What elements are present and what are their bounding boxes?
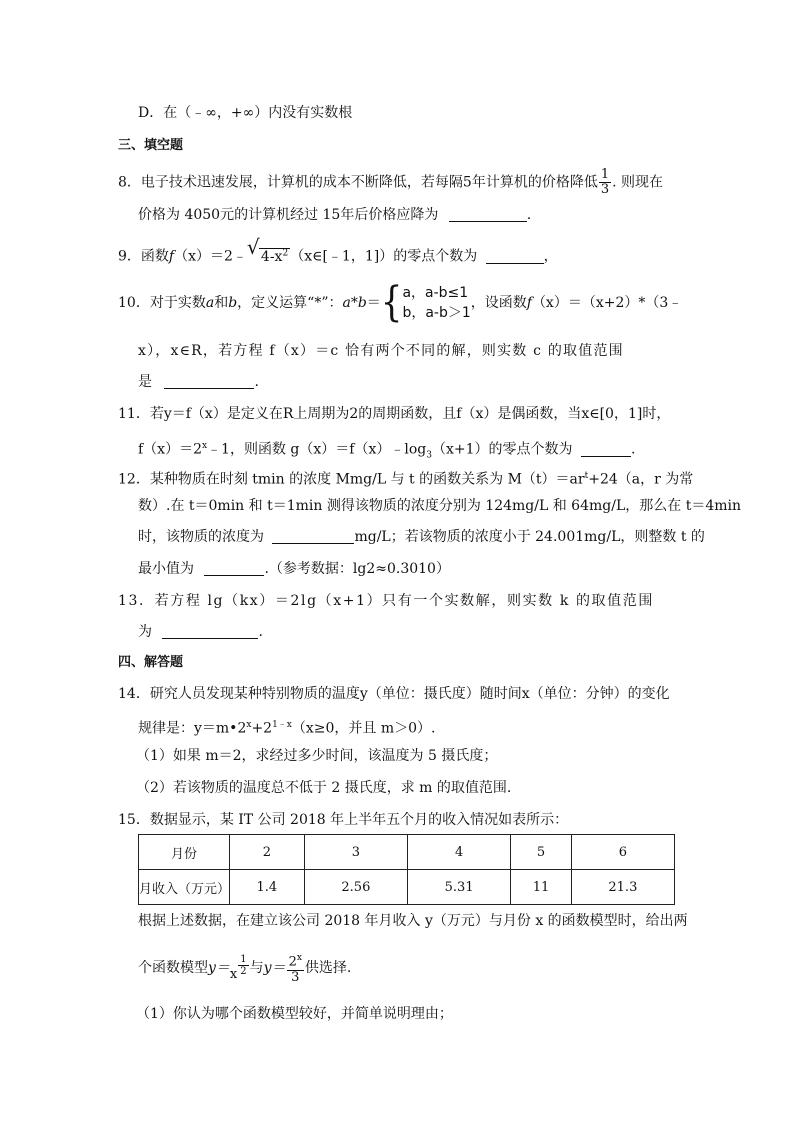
text: . xyxy=(258,624,263,640)
question-15-part-1: （1）你认为哪个函数模型较好，并简单说明理由； xyxy=(136,1006,453,1022)
fraction xyxy=(287,951,304,984)
text: （x+1）的零点个数为 xyxy=(431,441,573,458)
question-11-line-2 xyxy=(138,437,635,464)
exponent: x xyxy=(246,720,252,730)
text: 电子技术迅速发展，计算机的成本不断降低，若每隔 xyxy=(140,174,463,191)
text: . xyxy=(254,374,259,390)
question-9 xyxy=(118,235,558,266)
question-number: 14． xyxy=(118,686,150,702)
text: 时，该物质的浓度为 xyxy=(138,529,264,545)
radicand xyxy=(259,248,290,265)
text: y＝ xyxy=(208,960,230,976)
function-symbol: f xyxy=(168,248,175,265)
question-14-line-2 xyxy=(138,716,436,738)
text: . 则现在 xyxy=(612,174,664,191)
text: 数据显示，某 IT 公司 2018 年上半年五个月的收入情况如表所示： xyxy=(149,812,569,828)
text: y＝ xyxy=(263,960,286,976)
question-15-line-2: 根据上述数据，在建立该公司 2018 年月收入 y（万元）与月份 x 的函数模型时，给出两 xyxy=(138,913,688,929)
text: 最小值为 xyxy=(138,561,194,577)
question-13-line-2 xyxy=(138,623,263,641)
question-10-line-3 xyxy=(138,373,259,391)
answer-blank[interactable] xyxy=(486,249,544,264)
text: ﹣1，则函数 g（x）＝f（x）﹣log xyxy=(207,441,427,458)
question-12-line-4 xyxy=(138,560,450,578)
numerator: 1 xyxy=(600,167,610,182)
table-cell: 月收入（万元） xyxy=(139,870,230,905)
text: +2 xyxy=(251,720,273,737)
text: （x∈[﹣1，1]）的零点个数为 xyxy=(290,248,478,265)
table-cell: 6 xyxy=(571,835,674,870)
variable: a xyxy=(205,295,215,311)
text: 是 xyxy=(138,374,152,390)
radical-sign: √ xyxy=(246,235,260,259)
table-row xyxy=(139,835,675,870)
text: .（参考数据：lg2≈0.3010） xyxy=(264,561,450,577)
text: 为 xyxy=(138,624,152,640)
text: f（x）＝2 xyxy=(138,441,202,458)
square-root xyxy=(246,235,290,266)
question-10-line-2: x），x∈R，若方程 f（x）＝c 恰有两个不同的解，则实数 c 的取值范围 xyxy=(138,343,624,359)
function-symbol: f xyxy=(526,295,532,311)
answer-blank[interactable] xyxy=(581,442,631,457)
text: （x）＝2﹣ xyxy=(174,248,247,265)
question-11-line-1 xyxy=(118,405,670,423)
text: 与 xyxy=(249,960,264,976)
text: 若y＝f（x）是定义在R上周期为2的周期函数，且f（x）是偶函数，当x∈[0，1]时， xyxy=(149,406,671,422)
question-12-line-3 xyxy=(138,528,705,546)
case-2: b，a-b＞1 xyxy=(402,305,471,321)
variable: b xyxy=(228,295,238,311)
text: （x）＝（x+2）*（3﹣ xyxy=(531,295,683,311)
question-number: 8． xyxy=(118,174,141,191)
text: 个函数模型 xyxy=(138,960,208,976)
table-cell: 11 xyxy=(511,870,571,905)
question-14-line-1 xyxy=(118,685,670,703)
question-number: 15． xyxy=(118,812,150,828)
text: 函数 xyxy=(140,248,169,265)
question-14-part-1: （1）如果 m＝2，求经过多少时间，该温度为 5 摄氏度； xyxy=(136,748,498,764)
text: ，定义运算“*”： xyxy=(237,295,343,311)
section-solution-heading: 四、解答题 xyxy=(118,655,184,670)
exponent: x xyxy=(201,441,208,451)
text: ， xyxy=(543,248,558,265)
exponent: x xyxy=(296,953,302,964)
question-number: 9． xyxy=(118,248,141,265)
table-cell: 4 xyxy=(408,835,511,870)
log-base: 3 xyxy=(426,450,432,461)
question-10-line-1 xyxy=(118,279,683,327)
answer-blank[interactable] xyxy=(162,624,258,639)
table-cell: 2.56 xyxy=(304,870,407,905)
exponent: 1﹣x xyxy=(272,720,292,730)
power-expression xyxy=(230,954,250,982)
text: 供选择. xyxy=(304,960,352,976)
operation: a*b xyxy=(342,295,367,311)
table-cell: 21.3 xyxy=(571,870,674,905)
fraction xyxy=(599,168,611,197)
answer-blank[interactable] xyxy=(272,529,354,544)
question-number: 13． xyxy=(118,593,155,609)
question-13-line-1 xyxy=(118,592,654,610)
answer-blank[interactable] xyxy=(164,374,254,389)
text: 和 xyxy=(214,295,229,311)
section-fill-blank-heading: 三、填空题 xyxy=(118,138,184,153)
option-d: D．在（﹣∞，+∞）内没有实数根 xyxy=(138,105,353,121)
text: （x≥0，并且 m＞0）. xyxy=(291,720,436,737)
text: 研究人员发现某种特别物质的温度y（单位：摄氏度）随时间x（单位：分钟）的变化 xyxy=(149,686,670,702)
exponent: 2 xyxy=(282,248,289,258)
table-row xyxy=(139,870,675,905)
text: 对于实数 xyxy=(149,295,206,311)
text: 5 xyxy=(462,174,472,191)
left-brace: { xyxy=(380,279,403,327)
numerator xyxy=(287,951,304,970)
question-15-line-3 xyxy=(138,948,351,988)
fraction-exponent xyxy=(238,954,248,977)
text: ＝ xyxy=(366,295,381,311)
question-14-part-2: （2）若该物质的温度总不低于 2 摄氏度，求 m 的取值范围. xyxy=(136,780,512,796)
text: mg/L；若该物质的浓度小于 24.001mg/L，则整数 t 的 xyxy=(354,529,705,545)
denominator: 3 xyxy=(291,969,300,985)
text: 2 xyxy=(288,954,297,970)
case-1: a，a-b≤1 xyxy=(402,285,469,301)
text: 若方程 lg（kx）＝2lg（x+1）只有一个实数解，则实数 k 的取值范围 xyxy=(154,593,654,609)
question-number: 12． xyxy=(118,471,150,488)
table-cell: 3 xyxy=(304,835,407,870)
denominator: 3 xyxy=(600,182,610,197)
answer-blank[interactable] xyxy=(204,561,264,576)
question-number: 10． xyxy=(118,295,150,311)
base: x xyxy=(229,967,238,982)
question-8-line-2 xyxy=(138,206,531,224)
table-cell: 5.31 xyxy=(408,870,511,905)
table-cell: 5 xyxy=(511,835,571,870)
piecewise-cases xyxy=(402,283,470,323)
text: . xyxy=(526,207,532,223)
table-cell: 1.4 xyxy=(230,870,305,905)
exponent: t xyxy=(584,471,589,481)
text: 4-x xyxy=(260,248,283,265)
text: . xyxy=(630,441,636,458)
text: 某种物质在时刻 tmin 的浓度 Mmg/L 与 t 的函数关系为 M（t）＝ar xyxy=(149,471,585,488)
income-table xyxy=(138,834,675,905)
text: 规律是：y＝m•2 xyxy=(138,720,247,737)
question-12-line-1 xyxy=(118,467,693,489)
table-cell: 2 xyxy=(230,835,305,870)
text: +24（a，r 为常 xyxy=(588,471,694,488)
question-8-line-1 xyxy=(118,168,663,197)
text: 年计算机的价格降低 xyxy=(471,174,598,191)
text: 价格为 4050元的计算机经过 15年后价格应降为 xyxy=(138,207,439,223)
question-15-line-1 xyxy=(118,811,568,829)
question-number: 11． xyxy=(118,406,150,422)
numerator: 1 xyxy=(240,954,247,965)
table-cell: 月份 xyxy=(139,835,230,870)
text: ，设函数 xyxy=(470,295,527,311)
question-12-line-2: 数）.在 t＝0min 和 t＝1min 测得该物质的浓度分别为 124mg/L 和 64mg/L，那么在 t＝4min xyxy=(138,498,741,514)
answer-blank[interactable] xyxy=(449,207,527,222)
denominator: 2 xyxy=(240,966,247,977)
